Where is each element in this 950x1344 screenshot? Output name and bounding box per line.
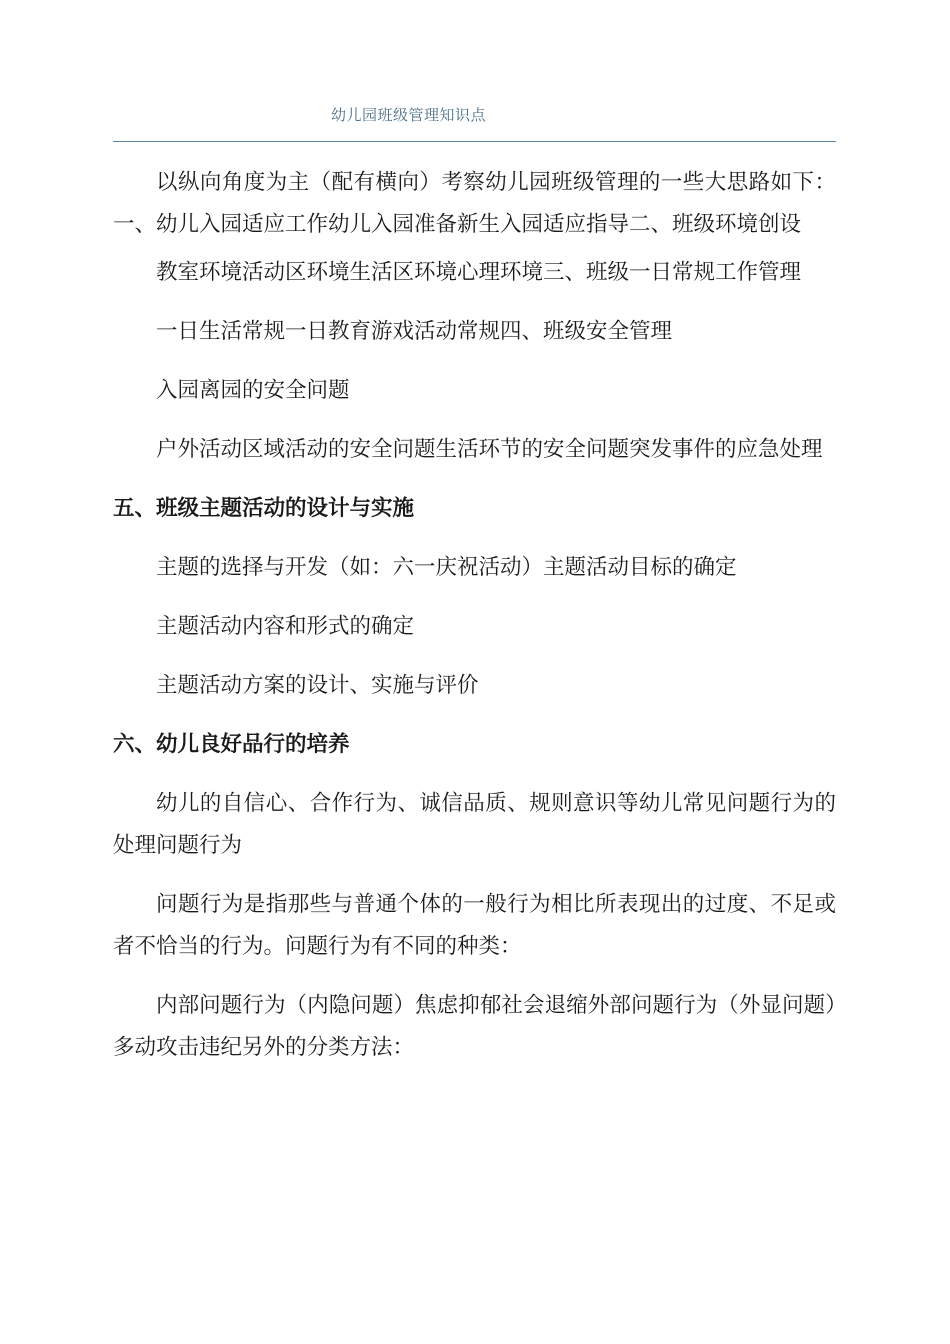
running-header: 幼儿园班级管理知识点 [331,106,487,124]
paragraph-arrival-safety: 入园离园的安全问题 [156,378,350,403]
paragraph-problem-behavior-types: 内部问题行为（内隐问题）焦虑抑郁社会退缩外部问题行为（外显问题）多动攻击违纪另外的分类方法： [113,993,836,1060]
paragraph-theme-plan: 主题活动方案的设计、实施与评价 [156,673,479,698]
paragraph-daily-routine: 一日生活常规一日教育游戏活动常规四、班级安全管理 [156,319,673,344]
paragraph-outdoor-safety: 户外活动区域活动的安全问题生活环节的安全问题突发事件的应急处理 [156,437,823,462]
paragraph-self-confidence: 幼儿的自信心、合作行为、诚信品质、规则意识等幼儿常见问题行为的处理问题行为 [113,791,836,858]
paragraph-problem-behavior-definition: 问题行为是指那些与普通个体的一般行为相比所表现出的过度、不足或者不恰当的行为。问题行为有不同的种类： [113,892,836,959]
document-body [113,162,836,1086]
paragraph-overview: 以纵向角度为主（配有横向）考察幼儿园班级管理的一些大思路如下：一、幼儿入园适应工作幼儿入园准备新生入园适应指导二、班级环境创设 [113,170,836,237]
paragraph-environment: 教室环境活动区环境生活区环境心理环境三、班级一日常规工作管理 [156,260,802,285]
section-heading-moral-conduct: 六、幼儿良好品行的培养 [113,732,350,757]
header-divider [113,141,836,142]
section-heading-theme-activities: 五、班级主题活动的设计与实施 [113,496,415,521]
paragraph-theme-content: 主题活动内容和形式的确定 [156,614,415,639]
paragraph-theme-selection: 主题的选择与开发（如：六一庆祝活动）主题活动目标的确定 [156,555,737,580]
